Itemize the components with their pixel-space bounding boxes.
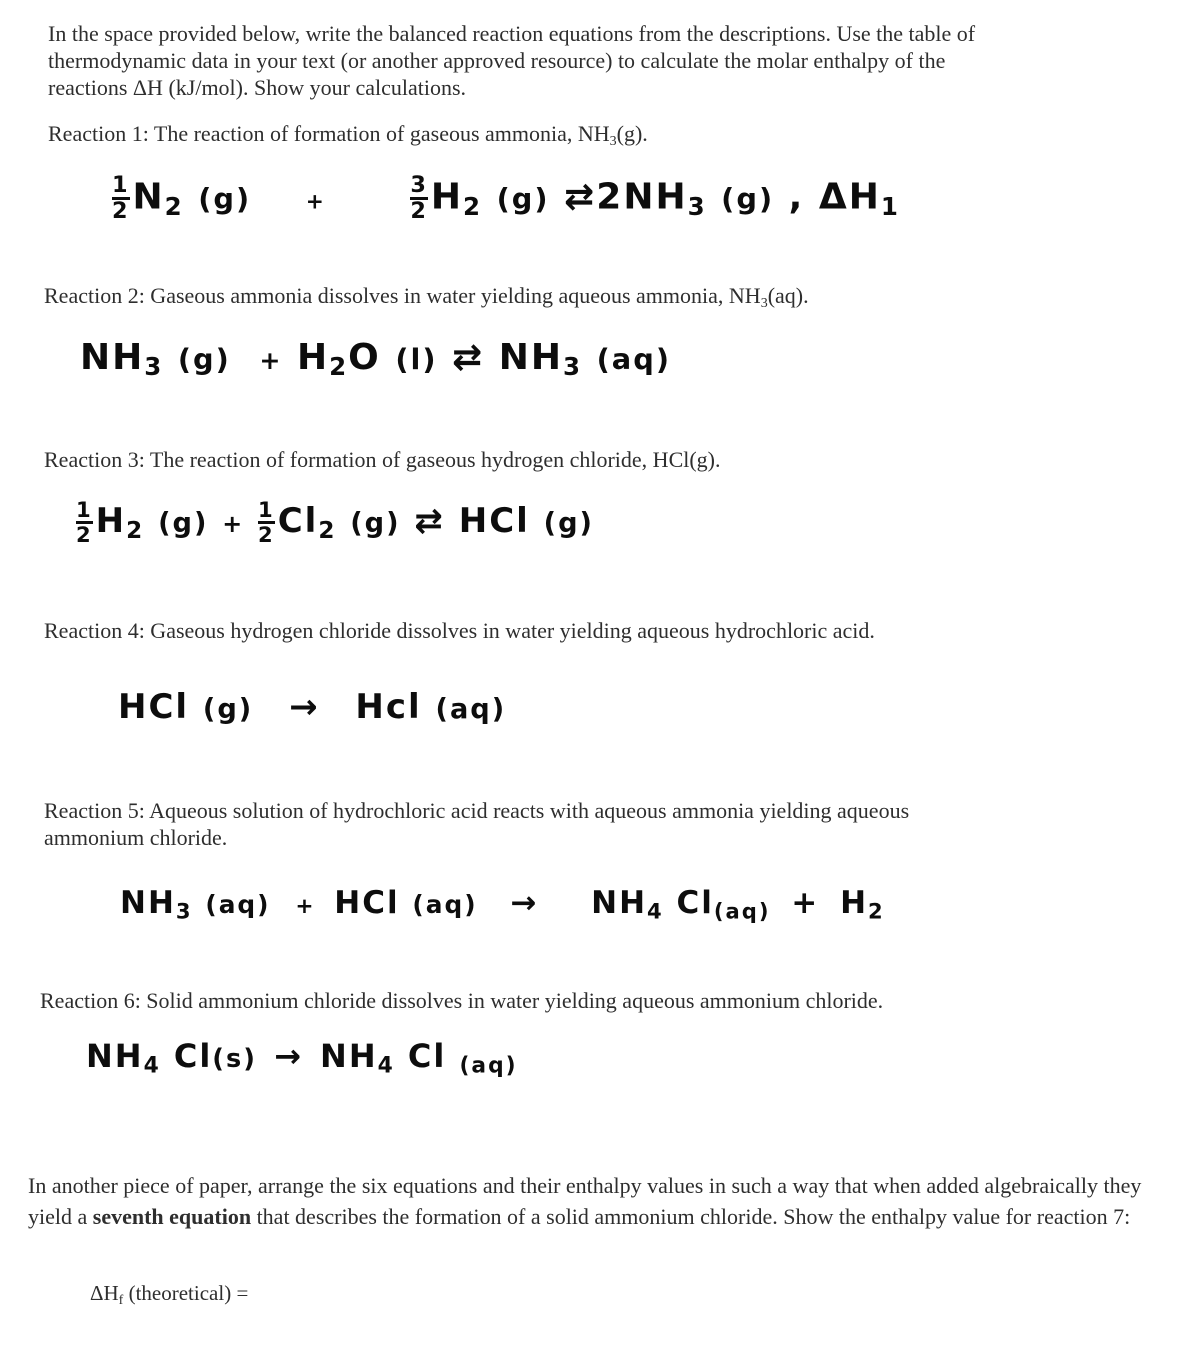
reaction-3-label: Reaction 3: The reaction of formation of gaseous hydrogen chloride, HCl(g).: [44, 447, 721, 472]
reaction-4-handwritten-answer: HCl (g) → Hcl (aq): [118, 687, 507, 727]
equilibrium-arrow-icon: ⇄: [414, 501, 445, 542]
arrow-right-icon: →: [289, 687, 320, 727]
reaction-2-handwritten-answer: NH3 (g) + H2O (l) ⇄ NH3 (aq): [80, 337, 671, 382]
reaction-6-label: Reaction 6: Solid ammonium chloride dissolves in water yielding aqueous ammonium chloride.: [40, 988, 884, 1013]
plus-sign: +: [791, 885, 820, 921]
plus-sign: +: [222, 510, 245, 539]
theoretical-enthalpy-label: $\Delta H_f$ (theoretical) =: [90, 1281, 249, 1308]
plus-sign: +: [305, 189, 326, 215]
plus-sign: +: [259, 346, 283, 375]
reaction-3-handwritten-answer: $\frac{1}{2}$ H2 (g) + $\frac{1}{2}$ Cl2 (g) ⇄ HCl (g): [76, 497, 594, 548]
equilibrium-arrow-icon: ⇄: [452, 337, 485, 378]
reaction-1-label: Reaction 1: The reaction of formation of gaseous ammonia, $NH_3(g)$.: [48, 121, 648, 149]
fraction-one-half: $\frac{1}{2}$: [112, 172, 130, 225]
plus-sign: +: [295, 894, 316, 919]
fraction-three-halves: $\frac{3}{2}$: [410, 172, 428, 225]
arrow-right-icon: →: [510, 885, 539, 921]
arrow-right-icon: →: [274, 1037, 303, 1075]
fraction-one-half: $\frac{1}{2}$: [76, 497, 93, 548]
reaction-6-handwritten-answer: NH4 Cl(s) → NH4 Cl (aq): [86, 1037, 518, 1079]
reaction-4-label: Reaction 4: Gaseous hydrogen chloride dissolves in water yielding aqueous hydrochloric acid.: [44, 618, 875, 643]
equilibrium-arrow-icon: ⇄: [564, 176, 597, 218]
final-instructions-text: In another piece of paper, arrange the six equations and their enthalpy values in such a way that when added algebraically they yield a seventh equation that describes the formation of a solid ammonium chloride. Show the enthalpy value for reaction 7:: [28, 1173, 1142, 1229]
reaction-5-handwritten-answer: NH3 (aq) + HCl (aq) → NH4 Cl(aq) + H2: [120, 885, 885, 924]
reaction-1-handwritten-answer: $\frac{1}{2}$ N2 (g) + $\frac{3}{2}$ H2 (g) ⇄2NH3 (g) , ΔH1: [112, 172, 900, 225]
fraction-one-half: $\frac{1}{2}$: [258, 497, 275, 548]
instructions-text: In the space provided below, write the balanced reaction equations from the descriptions. Use the table of thermodynamic data in your text (or another approved resource) to calculate the molar enthalpy of the reactions ΔH (kJ/mol). Show your calculations.: [48, 21, 976, 100]
reaction-5-label: Reaction 5: Aqueous solution of hydrochloric acid reacts with aqueous ammonia yielding aqueous ammonium chloride.: [44, 798, 910, 850]
reaction-2-label: Reaction 2: Gaseous ammonia dissolves in water yielding aqueous ammonia, $NH_3(aq)$.: [44, 283, 809, 311]
